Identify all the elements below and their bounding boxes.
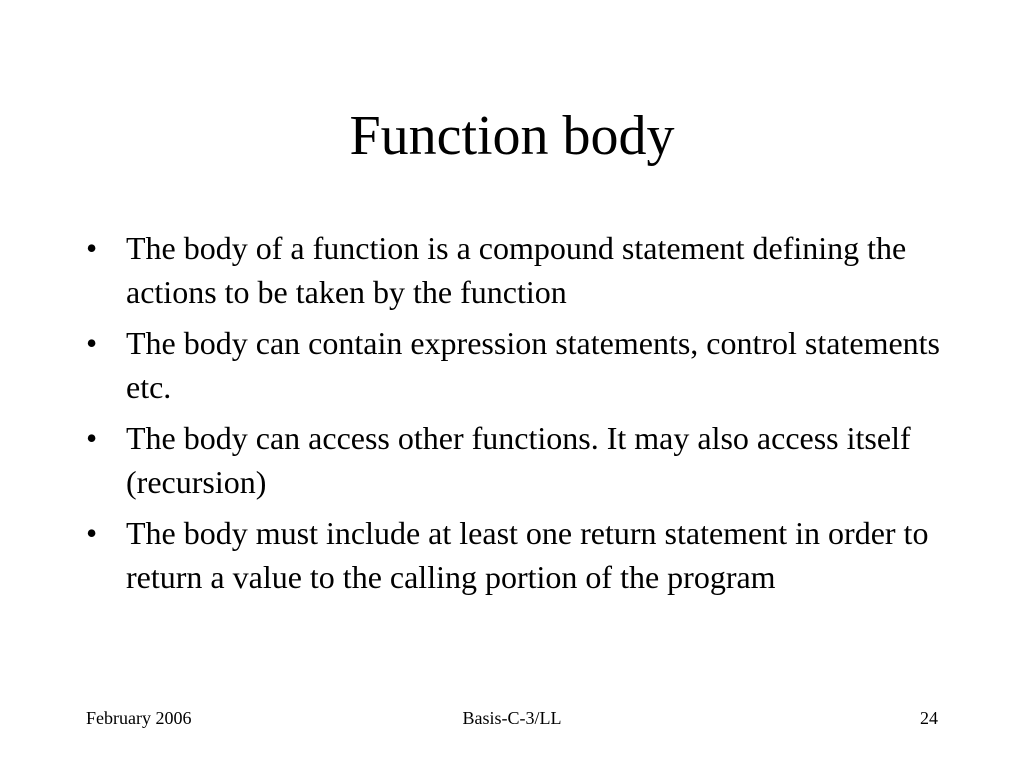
bullet-item (86, 511, 946, 599)
footer-page-number: 24 (920, 708, 938, 728)
bullet-item (86, 321, 946, 409)
bullet-icon: • (86, 420, 98, 456)
bullet-text: The body can contain expression statements, control statements etc. (126, 325, 940, 405)
bullet-text: The body must include at least one return statement in order to return a value to the calling portion of the program (126, 515, 929, 595)
bullet-item (86, 226, 946, 314)
bullet-icon: • (86, 325, 98, 361)
bullet-icon: • (86, 515, 98, 551)
bullet-text: The body can access other functions. It may also access itself (recursion) (126, 420, 911, 500)
footer-date: February 2006 (86, 708, 192, 728)
bullet-list (86, 226, 946, 606)
slide-title: Function body (349, 105, 675, 167)
footer-course-code: Basis-C-3/LL (462, 708, 562, 728)
bullet-icon: • (86, 230, 98, 266)
bullet-item (86, 416, 946, 504)
bullet-text: The body of a function is a compound statement defining the actions to be taken by the function (126, 230, 907, 310)
